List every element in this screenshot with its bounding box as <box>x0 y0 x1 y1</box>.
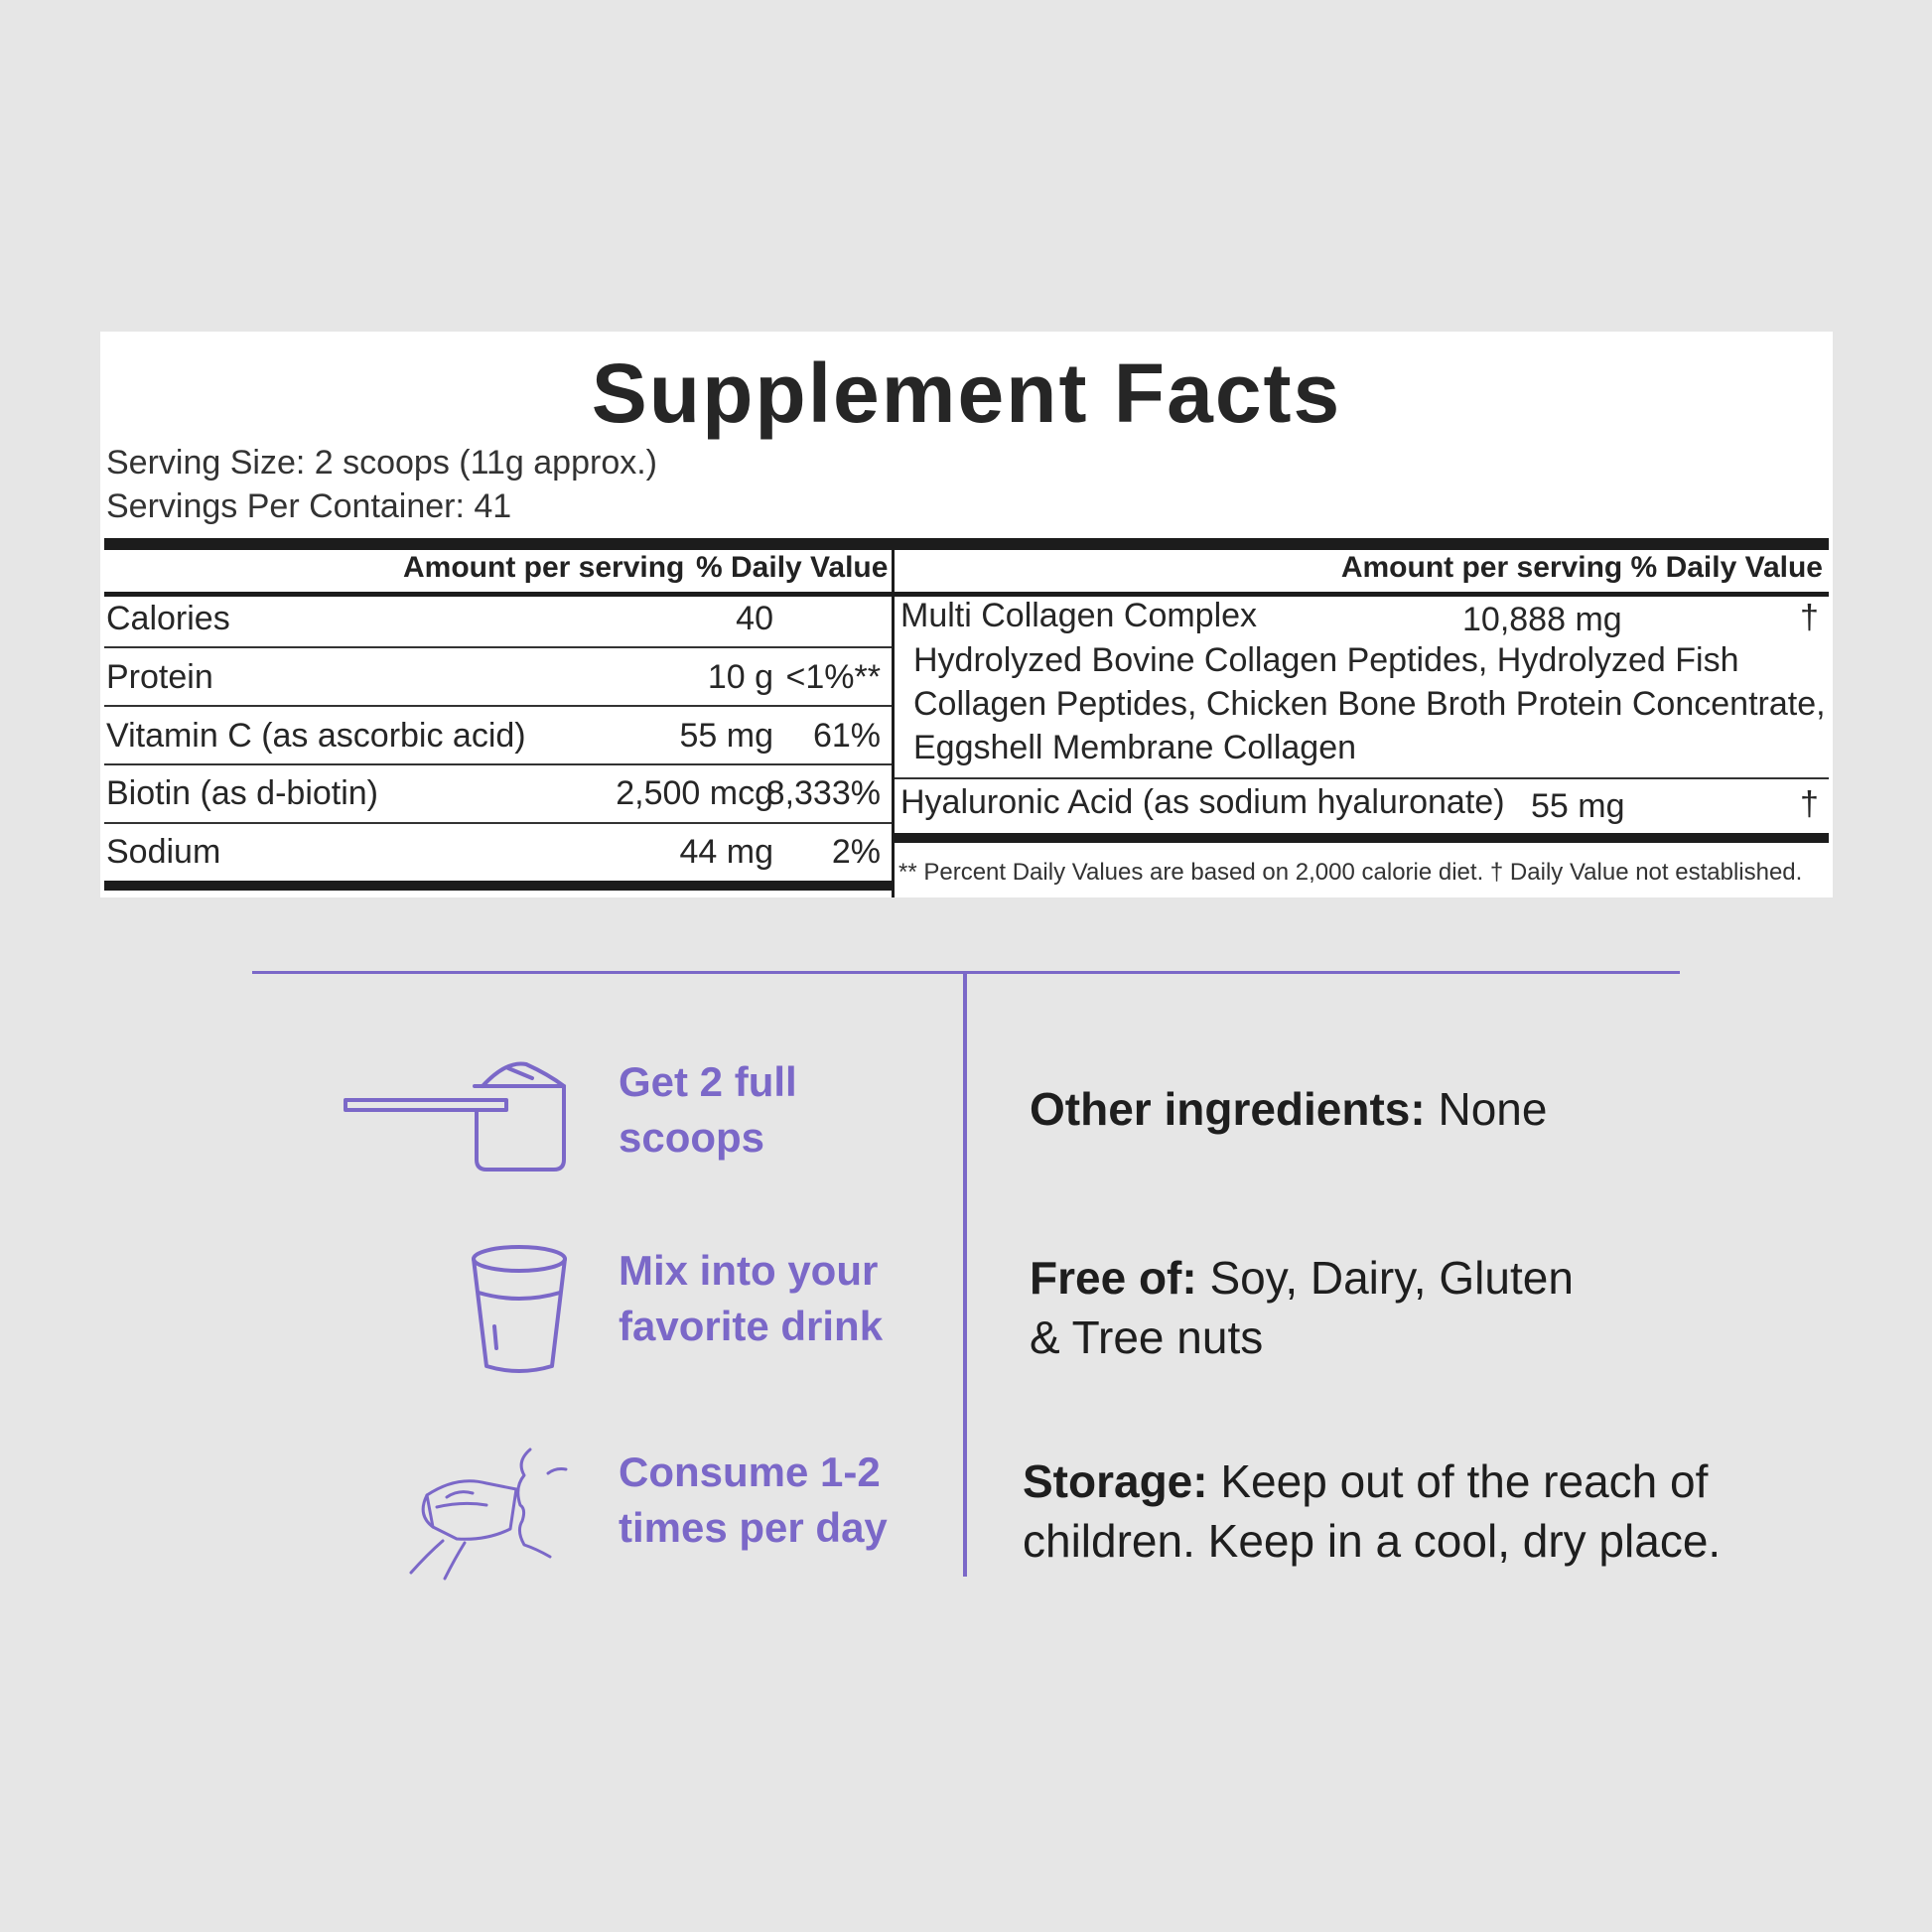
glass-icon <box>467 1241 572 1376</box>
other-ingredients <box>1030 1079 1547 1139</box>
left-bottom-rule <box>104 881 892 891</box>
scoop-icon <box>338 1060 572 1173</box>
free-of <box>1030 1248 1574 1308</box>
row-dv: 61% <box>812 717 881 755</box>
row-rule <box>104 705 892 707</box>
row-name: Biotin (as d-biotin) <box>106 774 379 812</box>
free-of-label: Free of: <box>1030 1252 1197 1304</box>
step-mix: Mix into your favorite drink <box>619 1247 884 1349</box>
right-header: Amount per serving % Daily Value <box>1340 551 1823 584</box>
row-name: Hyaluronic Acid (as sodium hyaluronate) <box>900 783 1505 821</box>
storage-label: Storage: <box>1023 1455 1208 1507</box>
row-amount: 44 mg <box>679 833 773 871</box>
row-dv: 2% <box>831 833 881 871</box>
row-rule <box>104 646 892 648</box>
row-dv: <1%** <box>785 658 881 696</box>
row-amount: 2,500 mcg <box>616 774 773 812</box>
free-of-line-2: & Tree nuts <box>1030 1311 1264 1363</box>
left-header-rule <box>104 592 892 597</box>
step-scoops: Get 2 full scoops <box>619 1058 797 1161</box>
footnote: ** Percent Daily Values are based on 2,000 calorie diet. † Daily Value not established. <box>898 859 1803 886</box>
row-rule <box>895 777 1829 779</box>
row-name: Calories <box>106 600 230 637</box>
left-header-dv: % Daily Value <box>696 551 889 584</box>
other-ingredients-label: Other ingredients: <box>1030 1083 1426 1135</box>
storage-value: Keep out of the reach of <box>1207 1455 1709 1507</box>
row-amount: 40 <box>736 600 773 637</box>
row-rule <box>104 763 892 765</box>
collagen-ingredients: Hydrolyzed Bovine Collagen Peptides, Hydrolyzed Fish Collagen Peptides, Chicken Bone Broth Protein Concentrate, Eggshell Membrane Collagen <box>913 641 1826 766</box>
serving-size: Serving Size: 2 scoops (11g approx.) <box>106 444 657 482</box>
row-dv: † <box>1800 785 1819 823</box>
drinking-icon <box>407 1446 572 1581</box>
other-ingredients-value: None <box>1425 1083 1548 1135</box>
facts-title: Supplement Facts <box>591 346 1342 440</box>
top-thick-rule <box>104 538 1829 550</box>
servings-per-container: Servings Per Container: 41 <box>106 487 512 525</box>
storage <box>1023 1451 1708 1511</box>
row-dv: 8,333% <box>765 774 881 812</box>
row-amount: 55 mg <box>679 717 773 755</box>
free-of-value: Soy, Dairy, Gluten <box>1196 1252 1574 1304</box>
row-dv: † <box>1800 599 1819 636</box>
section-divider-vertical <box>963 973 967 1577</box>
row-amount: 10,888 mg <box>1462 601 1622 638</box>
row-name: Multi Collagen Complex <box>900 597 1258 634</box>
column-divider <box>892 550 895 897</box>
row-name: Sodium <box>106 833 221 871</box>
left-header-amount: Amount per serving <box>403 551 685 584</box>
storage-line-2: children. Keep in a cool, dry place. <box>1023 1515 1722 1567</box>
row-amount: 10 g <box>707 658 773 696</box>
row-name: Vitamin C (as ascorbic acid) <box>106 717 526 755</box>
supplement-facts-panel <box>100 332 1833 897</box>
row-amount: 55 mg <box>1531 787 1625 825</box>
row-name: Protein <box>106 658 213 696</box>
step-consume: Consume 1-2 times per day <box>619 1449 888 1551</box>
row-rule <box>104 822 892 824</box>
right-bottom-rule <box>895 833 1829 843</box>
